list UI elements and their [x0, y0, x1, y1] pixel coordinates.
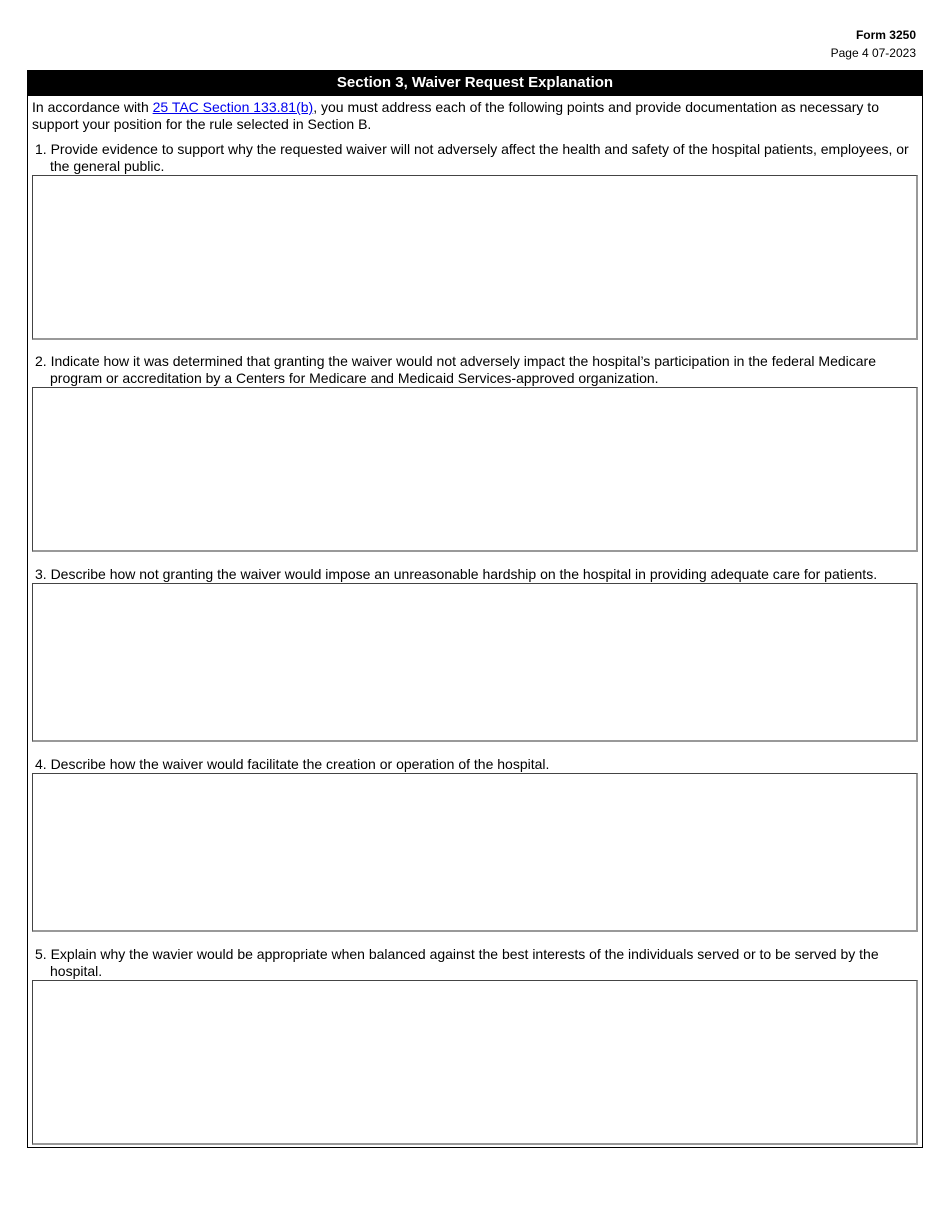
- question-3-answer[interactable]: [32, 583, 918, 742]
- intro-text-before: In accordance with: [32, 99, 153, 115]
- question-2-label: 2. Indicate how it was determined that granting the waiver would not adversely impact the hospital’s participation in the federal Medicare program or accreditation by a Centers for Medicare and Medicaid Services-approved organization.: [35, 353, 876, 386]
- question-1-label: 1. Provide evidence to support why the requested waiver will not adversely affect the health and safety of the hospital patients, employees, or the general public.: [35, 141, 909, 174]
- question-5-answer[interactable]: [32, 980, 918, 1145]
- form-number: Form 3250: [855, 28, 916, 42]
- question-4-label: 4. Describe how the waiver would facilitate the creation or operation of the hospital.: [35, 756, 550, 772]
- page-info: Page 4 07-2023: [830, 46, 916, 60]
- tac-section-link[interactable]: 25 TAC Section 133.81(b): [152, 99, 314, 115]
- section-title: Section 3, Waiver Request Explanation: [27, 70, 923, 96]
- question-1-answer[interactable]: [32, 175, 918, 340]
- question-5-label: 5. Explain why the wavier would be appropriate when balanced against the best interests of the individuals served or to be served by the hospital.: [35, 946, 879, 979]
- question-2-answer[interactable]: [32, 387, 918, 552]
- question-3-label: 3. Describe how not granting the waiver would impose an unreasonable hardship on the hospital in providing adequate care for patients.: [35, 566, 878, 582]
- intro-text-after: , you must address each of the following points and provide documentation as necessary to support your position for the rule selected in Section B.: [32, 99, 879, 132]
- question-4-answer[interactable]: [32, 773, 918, 932]
- intro-text: [32, 99, 912, 133]
